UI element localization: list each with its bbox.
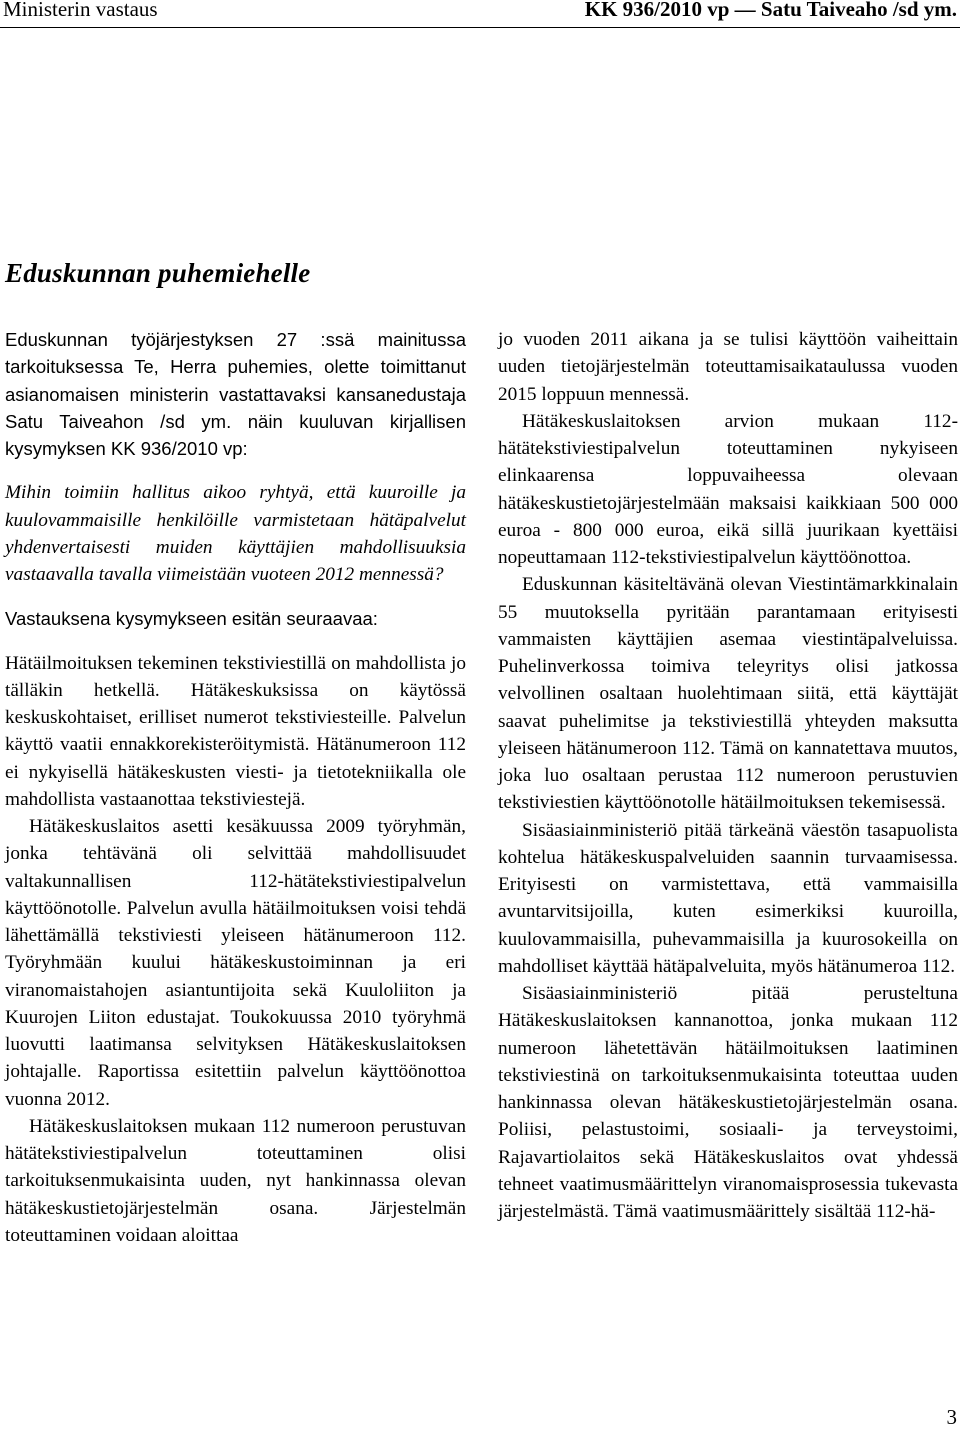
right-paragraph-0: jo vuoden 2011 aikana ja se tulisi käyttöön vaiheittain uuden tietojärjestelmän toteuttamisaikataulussa vuoden 2015 loppuun mennessä. — [498, 329, 958, 405]
running-header — [0, 0, 960, 30]
right-paragraph-1: Hätäkeskuslaitoksen arvion mukaan 112-hätätekstiviestipalvelun toteuttaminen nykyiseen elinkaarensa loppuvaiheessa olevaan hätäkeskustietojärjestelmään maksaisi kaikkiaan 500 000 euroa - 800 000 euroa, eikä sillä juurikaan kyettäisi nopeuttamaan 112-tekstiviestipalvelun käyttöönottoa. — [498, 410, 958, 568]
answer-paragraph-3: Hätäkeskuslaitoksen mukaan 112 numeroon perustuvan hätätekstiviestipalvelun toteuttaminen olisi tarkoituksenmukaisinta uuden, nyt hankinnassa olevan hätäkeskustietojärjestelmän osana. Järjestelmän toteuttaminen voidaan aloittaa — [5, 1115, 466, 1246]
intro-paragraph: Eduskunnan työjärjestyksen 27 :ssä mainitussa tarkoituksessa Te, Herra puhemies, olette toimittanut asianomaisen ministerin vastattavaksi kansanedustaja Satu Taiveahon /sd ym. näin kuuluvan kirjallisen kysymyksen KK 936/2010 vp: — [5, 329, 466, 459]
answer-paragraph-1: Hätäilmoituksen tekeminen tekstiviestillä on mahdollista jo tälläkin hetkellä. Hätäkeskuksissa on käytössä keskuskohtaiset, erilliset numerot tekstiviesteille. Palvelun käyttö vaatii ennakkorekisteröitymistä. Hätänumeroon 112 ei nykyisellä hätäkeskusten viesti- ja tietotekniikalla ole mahdollista vastaanottaa tekstiviestejä. — [5, 652, 466, 810]
page-number: 3 — [946, 1405, 957, 1429]
right-paragraph-2: Eduskunnan käsiteltävänä olevan Viestintämarkkinalain 55 muutoksella pyritään parantamaan erityisesti vammaisten käyttäjien asemaa viestintäpalveluissa. Puhelinverkossa toimiva teleyritys olisi jatkossa velvollinen osaltaan huolehtimaan siitä, että käyttäjät saavat puhelimitse ja tekstiviestillä yhteyden maksutta yleiseen hätänumeroon 112. Tämä on kannatettava muutos, joka luo osaltaan perustaa 112 numeroon perustuvien tekstiviestien käyttöönotolle hätäilmoituksen tekemisessä. — [498, 574, 958, 814]
answer-intro: Vastauksena kysymykseen esitän seuraavaa: — [5, 608, 378, 630]
header-doc-reference: KK 936/2010 vp — Satu Taiveaho /sd ym. — [584, 0, 957, 21]
question-text: Mihin toimiin hallitus aikoo ryhtyä, että kuuroille ja kuulovammaisille henkilöille varmistetaan hätäpalvelut yhdenvertaisesti muiden käyttäjien mahdollisuuksia vastaavalla tavalla viimeistään vuoteen 2012 mennessä? — [5, 482, 466, 585]
left-column — [5, 326, 466, 1249]
right-paragraph-4: Sisäasiainministeriö pitää perusteltuna Hätäkeskuslaitoksen kannanottoa, jonka mukaan 112 numeroon lähetettävän hätäilmoituksen laatiminen tekstiviestinä on tarkoituksenmukaisinta toteuttaa uuden hankinnassa olevan hätäkeskustietojärjestelmän osana. Poliisi, pelastustoimi, sosiaali- ja terveystoimi, Rajavartiolaitos sekä Hätäkeskuslaitos ovat yhdessä tehneet vaatimusmäärittelyn viranomaisprosessia tukevasta järjestelmästä. Tämä vaatimusmäärittely sisältää 112-hä- — [498, 983, 958, 1222]
right-paragraph-3: Sisäasiainministeriö pitää tärkeänä väestön tasapuolista kohtelua hätäkeskuspalveluiden saannin turvaamisessa. Erityisesti on varmistettava, että vammaisilla avuntarvitsijoilla, kuten esimerkiksi kuuroilla, kuulovammaisilla, puhevammaisilla ja kuurosokeilla on mahdolliset käyttää hätäpalveluita, myös hätänumeroa 112. — [498, 819, 958, 977]
header-rule — [0, 27, 960, 28]
page-title: Eduskunnan puhemiehelle — [5, 258, 311, 288]
right-column — [498, 326, 958, 1225]
header-doc-type: Ministerin vastaus — [3, 0, 158, 21]
answer-paragraph-2: Hätäkeskuslaitos asetti kesäkuussa 2009 työryhmän, jonka tehtävänä oli selvittää mahdollisuudet valtakunnallisen 112-hätätekstiviestipalvelun käyttöönotolle. Palvelun avulla hätäilmoituksen voisi tehdä lähettämällä tekstiviesti yleiseen hätänumeroon 112. Työryhmään kuului hätäkeskustoiminnan ja eri viranomaistahojen asiantuntijoita sekä Kuuloliiton ja Kuurojen Liiton edustajat. Toukokuussa 2010 työryhmä luovutti laatimansa selvityksen Hätäkeskuslaitoksen johtajalle. Raportissa esitettiin palvelun käyttöönottoa vuonna 2012. — [5, 816, 466, 1110]
